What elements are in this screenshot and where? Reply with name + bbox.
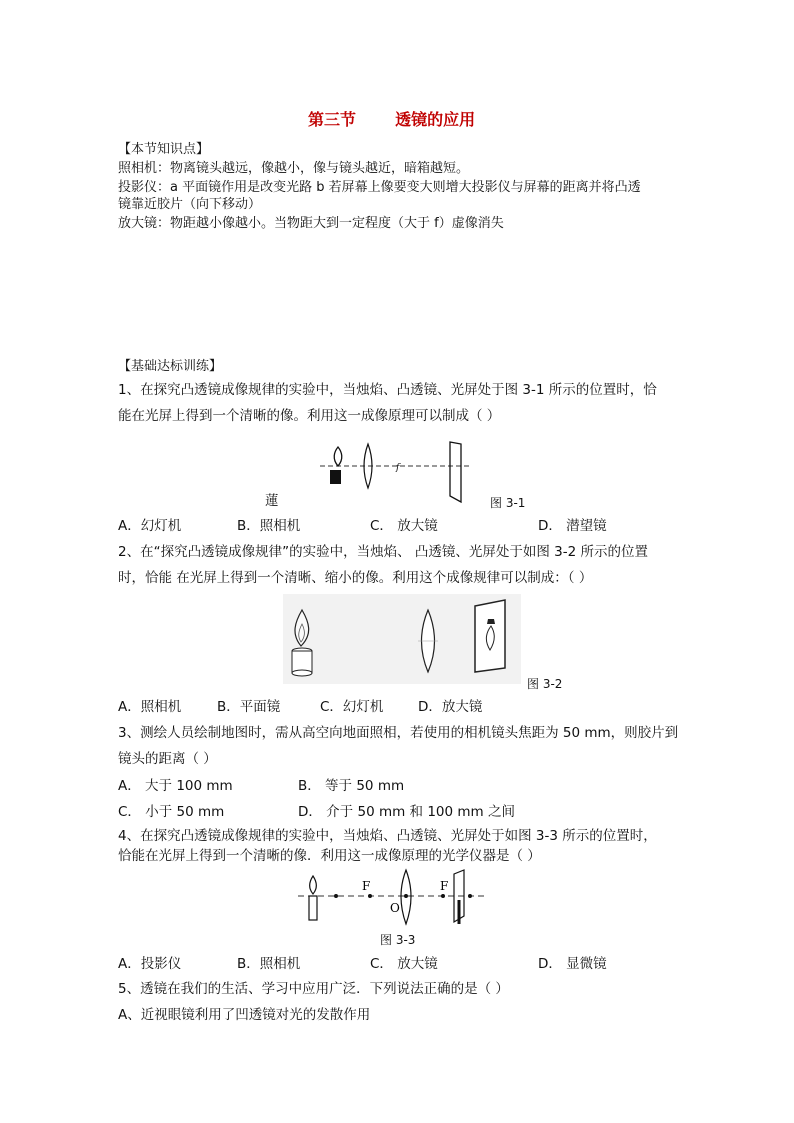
focal-point-f-left	[368, 894, 372, 898]
focal-point-f-right	[441, 894, 445, 898]
q4-line2: 恰能在光屏上得到一个清晰的像．利用这一成像原理的光学仪器是（ ）	[118, 848, 541, 864]
q5-option-a[interactable]: A、近视眼镜利用了凹透镜对光的发散作用	[118, 1007, 371, 1023]
q1-figure-label: 蓮	[265, 493, 279, 509]
light-screen-shape	[475, 600, 505, 672]
q1-line2: 能在光屏上得到一个清晰的像。利用这一成像原理可以制成（ ）	[118, 408, 501, 424]
candle-flame-icon	[310, 876, 317, 894]
q3-option-a[interactable]: A． 大于 100 mm	[118, 778, 233, 794]
q3-option-d[interactable]: D． 介于 50 mm 和 100 mm 之间	[298, 804, 515, 820]
figure-3-2	[283, 594, 521, 684]
q3-option-b[interactable]: B． 等于 50 mm	[298, 778, 405, 794]
knowledge-heading: 【本节知识点】	[118, 142, 210, 157]
q5-line1: 5、透镜在我们的生活、学习中应用广泛．下列说法正确的是（ ）	[118, 981, 509, 997]
knowledge-projector-line2: 镜靠近胶片（向下移动）	[118, 197, 262, 212]
practice-heading: 【基础达标训练】	[118, 359, 223, 374]
q2-option-d[interactable]: D．放大镜	[418, 699, 483, 715]
q2-option-c[interactable]: C．幻灯机	[320, 699, 384, 715]
knowledge-projector-line1: 投影仪：a 平面镜作用是改变光路 b 若屏幕上像要变大则增大投影仪与屏幕的距离并将凸透	[118, 180, 641, 195]
q3-option-c[interactable]: C． 小于 50 mm	[118, 804, 225, 820]
fig3-O-label: O	[390, 901, 400, 915]
candle-body	[330, 470, 341, 484]
q2-line1: 2、在“探究凸透镜成像规律”的实验中，当烛焰、 凸透镜、光屏处于如图 3-2 所示的位置	[118, 544, 648, 560]
q1-option-a[interactable]: A．幻灯机	[118, 518, 182, 534]
fig3-F-left-label: F	[362, 879, 371, 893]
q2-figure-caption: 图 3-2	[527, 677, 563, 691]
focal-point-2f-left	[334, 894, 338, 898]
knowledge-camera: 照相机：物离镜头越远，像越小，像与镜头越近，暗箱越短。	[118, 161, 470, 176]
q1-option-d[interactable]: D． 潜望镜	[538, 518, 607, 534]
q1-option-c[interactable]: C． 放大镜	[370, 518, 438, 534]
q4-option-a[interactable]: A．投影仪	[118, 956, 182, 972]
q2-option-b[interactable]: B．平面镜	[217, 699, 281, 715]
light-screen-shape	[450, 442, 461, 502]
q4-figure-caption: 图 3-3	[380, 933, 416, 947]
candle-body	[309, 896, 317, 920]
q2-line2: 时，恰能 在光屏上得到一个清晰、缩小的像。利用这个成像规律可以制成：（ ）	[118, 570, 593, 586]
fig3-F-right-label: F	[440, 879, 449, 893]
q2-option-a[interactable]: A．照相机	[118, 699, 182, 715]
q3-line1: 3、测绘人员绘制地图时，需从高空向地面照相，若使用的相机镜头焦距为 50 mm，则胶片到	[118, 725, 679, 741]
optical-center-point	[404, 894, 408, 898]
q1-option-b[interactable]: B．照相机	[237, 518, 301, 534]
title-name: 透镜的应用	[395, 110, 476, 129]
figure-3-3	[298, 868, 498, 928]
page-title	[308, 107, 475, 130]
q1-line1: 1、在探究凸透镜成像规律的实验中，当烛焰、凸透镜、光屏处于图 3-1 所示的位置时，恰	[118, 382, 657, 398]
q4-line1: 4、在探究凸透镜成像规律的实验中，当烛焰、凸透镜、光屏处于如图 3-3 所示的位置时，	[118, 828, 657, 844]
knowledge-magnifier: 放大镜：物距越小像越小。当物距大到一定程度（大于 f）虚像消失	[118, 216, 504, 231]
title-section: 第三节	[308, 110, 357, 129]
focal-point-2f-right	[468, 894, 472, 898]
q4-option-b[interactable]: B．照相机	[237, 956, 301, 972]
q4-option-c[interactable]: C． 放大镜	[370, 956, 438, 972]
q4-option-d[interactable]: D． 显微镜	[538, 956, 607, 972]
q1-figure-caption: 图 3-1	[490, 496, 526, 510]
fig1-f-label: f	[396, 463, 400, 473]
candle-flame-icon	[334, 447, 342, 466]
figure-3-1	[320, 440, 480, 510]
q3-line2: 镜头的距离（ ）	[118, 751, 217, 767]
